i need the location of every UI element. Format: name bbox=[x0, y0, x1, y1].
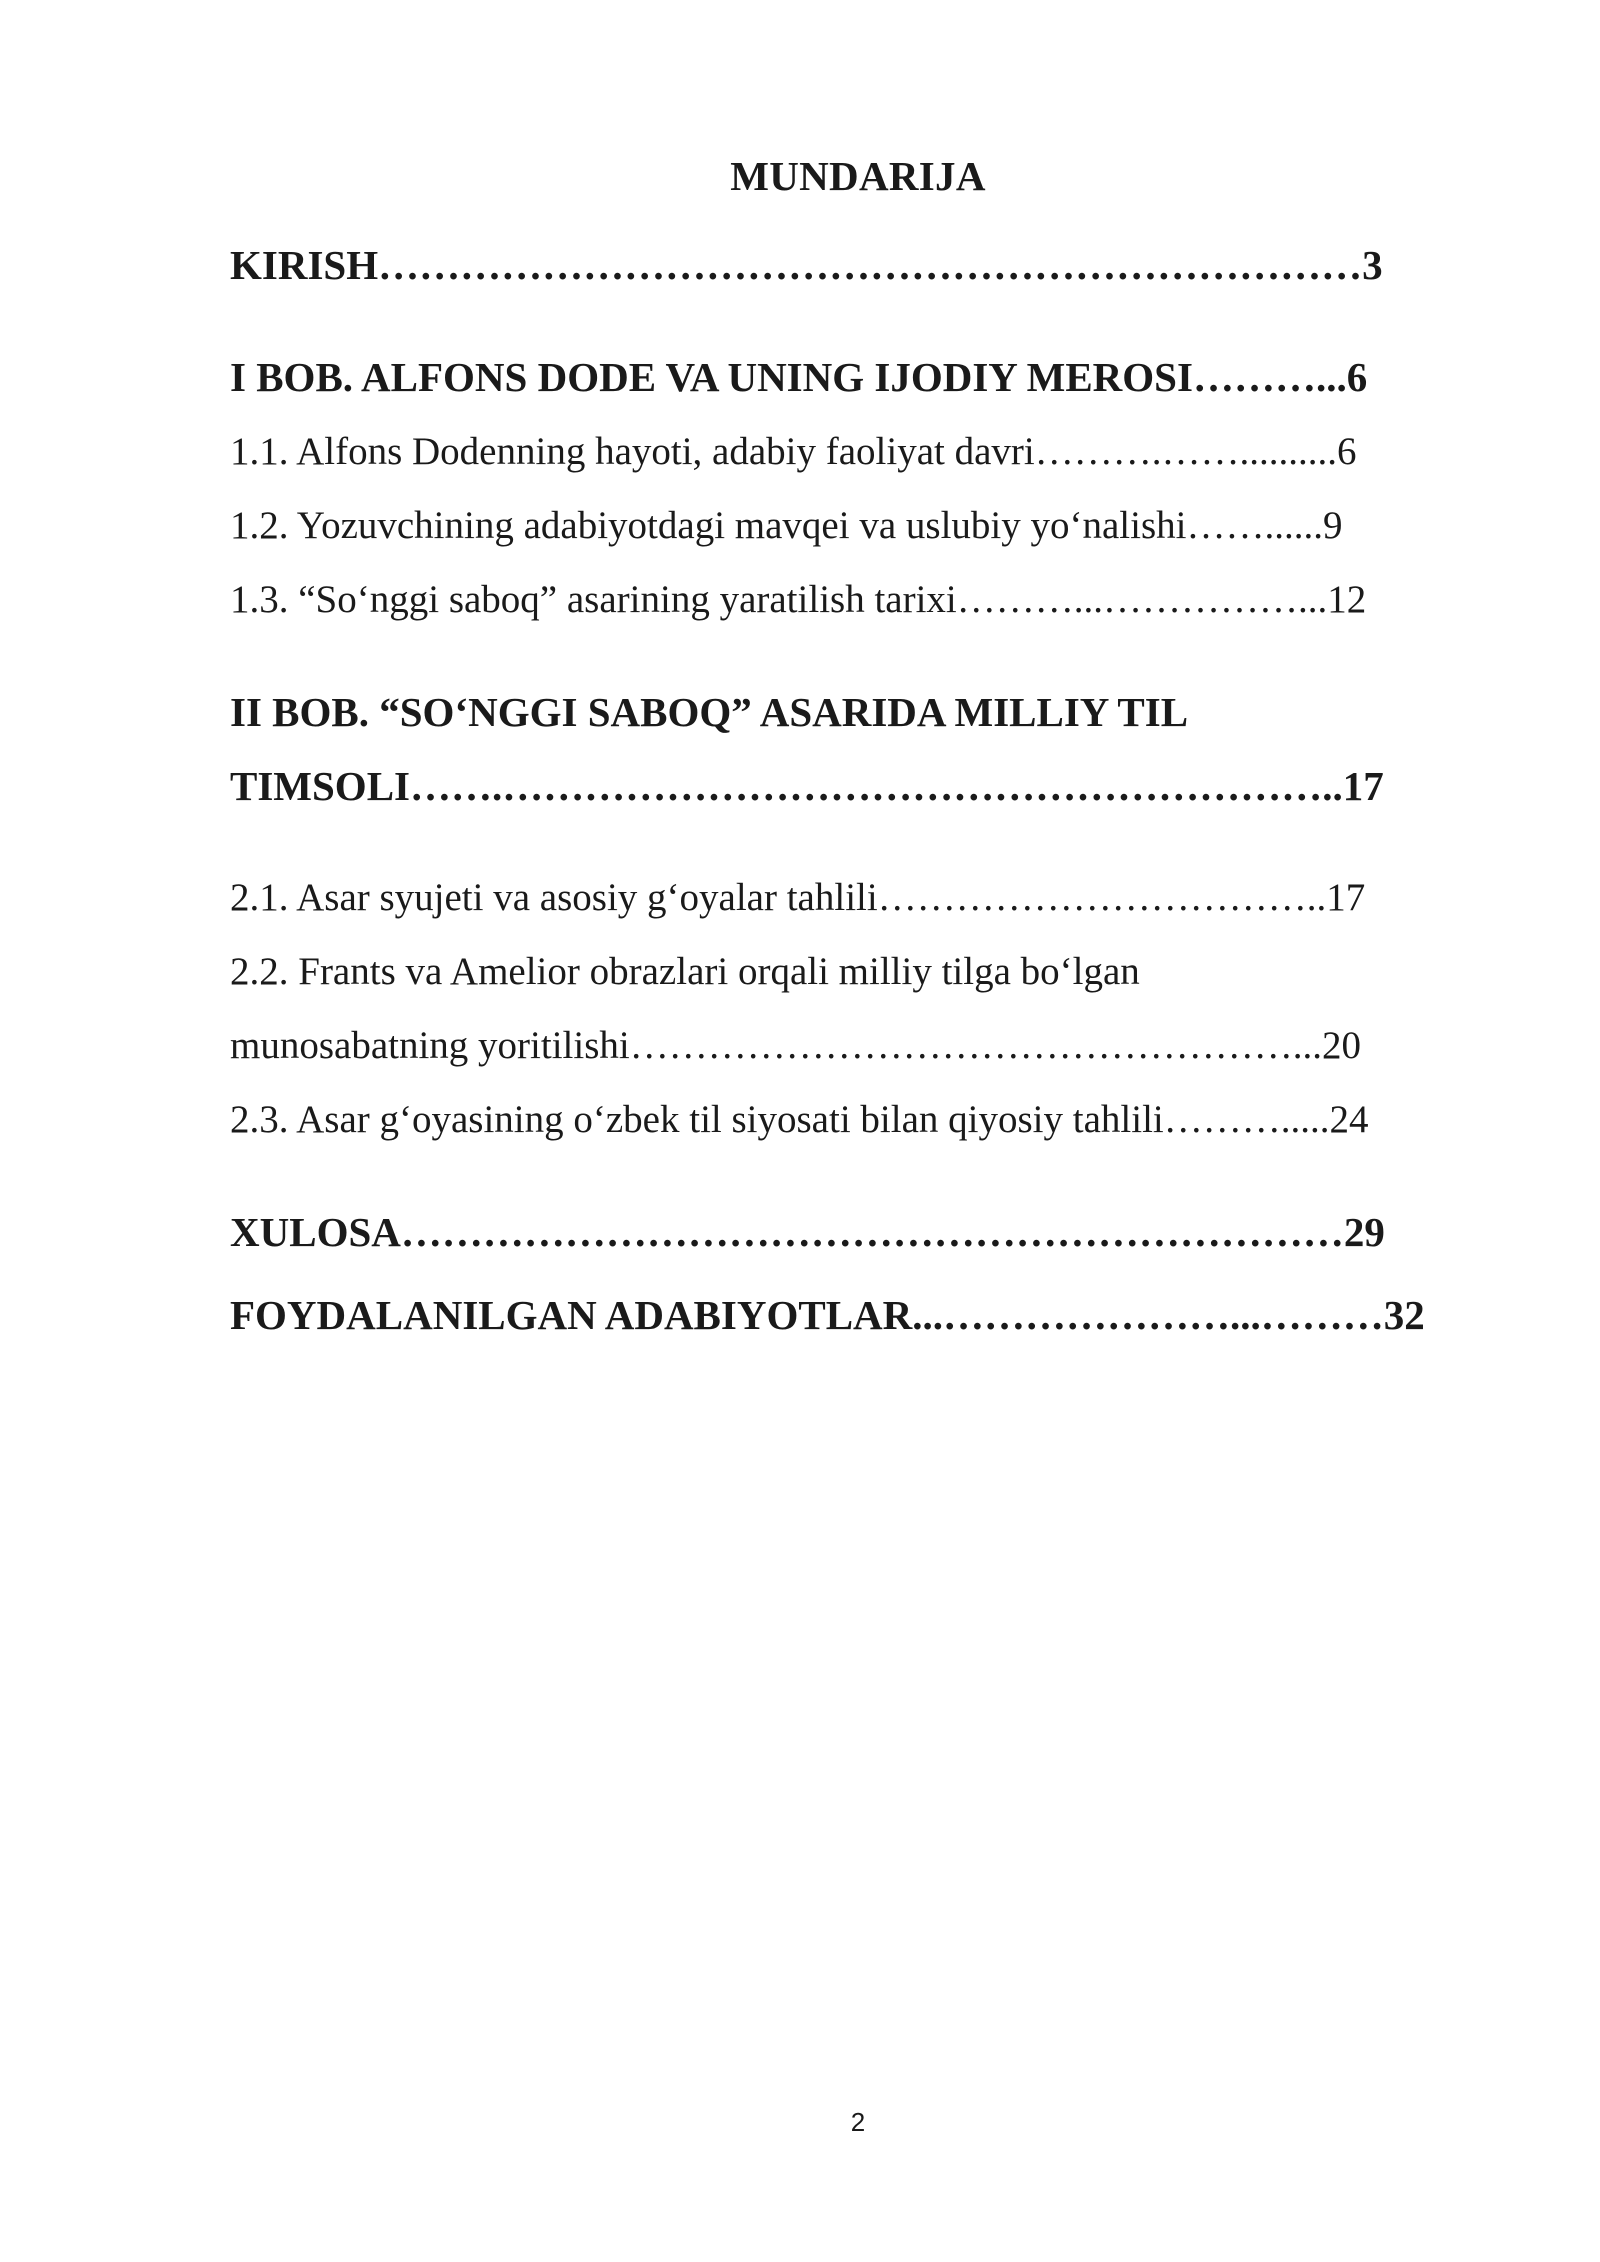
page-title: MUNDARIJA bbox=[730, 153, 986, 199]
toc-entry-section-1-2: 1.2. Yozuvchining adabiyotdagi mavqei va uslubiy yo‘nalishi……......9 bbox=[230, 504, 1343, 547]
toc-entry-chapter-2-line-2: TIMSOLI…….……………………………………………………..17 bbox=[230, 763, 1384, 809]
toc-entry-section-1-3: 1.3. “So‘nggi saboq” asarining yaratilish tarixi………...……………...12 bbox=[230, 578, 1367, 621]
toc-entry-section-1-1: 1.1. Alfons Dodenning hayoti, adabiy faoliyat davri……….……..........6 bbox=[230, 430, 1357, 473]
toc-entry-kirish: KIRISH………………………………………………………………3 bbox=[230, 242, 1383, 288]
toc-entry-xulosa: XULOSA……………………………………………………………29 bbox=[230, 1209, 1385, 1255]
toc-entry-chapter-1: I BOB. ALFONS DODE VA UNING IJODIY MEROSI………...6 bbox=[230, 354, 1368, 400]
toc-entry-references: FOYDALANILGAN ADABIYOTLAR...…………………...………32 bbox=[230, 1292, 1425, 1338]
toc-entry-section-2-1: 2.1. Asar syujeti va asosiy g‘oyalar tahlili……………………………..17 bbox=[230, 876, 1366, 919]
toc-entry-chapter-2-line-1: II BOB. “SO‘NGGI SABOQ” ASARIDA MILLIY TIL bbox=[230, 689, 1189, 735]
toc-entry-section-2-3: 2.3. Asar g‘oyasining o‘zbek til siyosati bilan qiyosiy tahlili……….....24 bbox=[230, 1098, 1369, 1141]
toc-entry-section-2-2-line-2: munosabatning yoritilishi……………………………………………...20 bbox=[230, 1024, 1361, 1067]
toc-entry-section-2-2-line-1: 2.2. Frants va Amelior obrazlari orqali milliy tilga bo‘lgan bbox=[230, 950, 1140, 993]
page-number: 2 bbox=[850, 2107, 866, 2137]
